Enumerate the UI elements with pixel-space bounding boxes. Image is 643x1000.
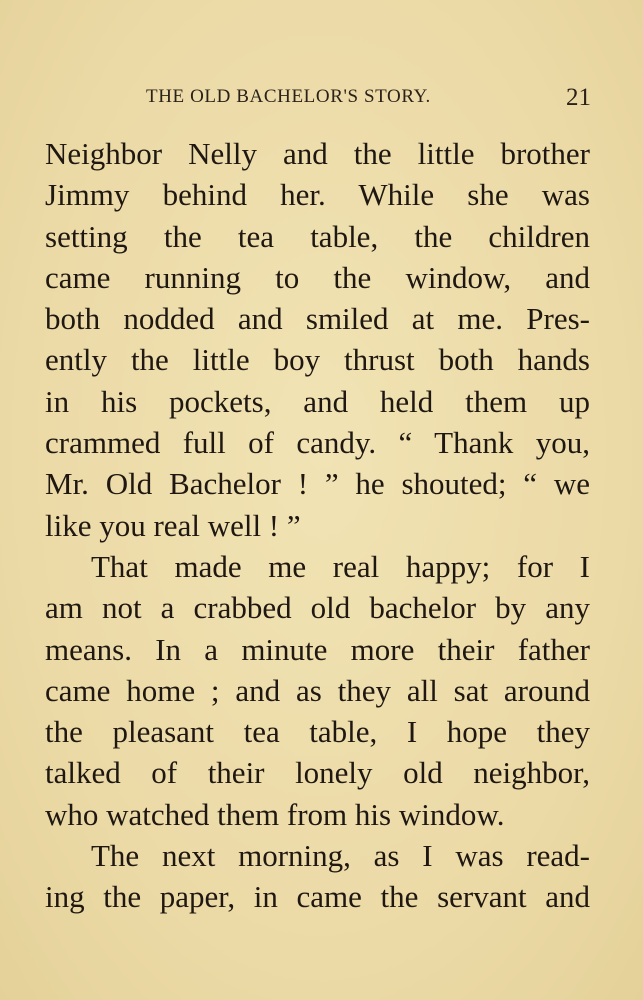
text-line: crammed full of candy. “ Thank you, xyxy=(45,425,590,461)
text-line: both nodded and smiled at me. Pres- xyxy=(45,301,590,337)
text-line: That made me real happy; for I xyxy=(91,548,590,584)
text-line: like you real well ! ” xyxy=(45,507,301,543)
text-line: in his pockets, and held them up xyxy=(45,383,590,419)
text-line: ently the little boy thrust both hands xyxy=(45,342,590,378)
body-text xyxy=(45,133,590,918)
text-line: who watched them from his window. xyxy=(45,796,505,832)
page-number: 21 xyxy=(566,84,591,111)
text-line: setting the tea table, the children xyxy=(45,218,590,254)
text-line: Neighbor Nelly and the little brother xyxy=(45,136,590,171)
page-header xyxy=(0,86,643,116)
text-line: talked of their lonely old neighbor, xyxy=(45,755,590,791)
text-line: Mr. Old Bachelor ! ” he shouted; “ we xyxy=(45,466,590,502)
text-line: came running to the window, and xyxy=(45,259,590,295)
text-line: came home ; and as they all sat around xyxy=(45,672,590,708)
text-line: Jimmy behind her. While she was xyxy=(45,177,590,213)
text-line: ing the paper, in came the servant and xyxy=(45,879,590,915)
text-line: am not a crabbed old bachelor by any xyxy=(45,590,590,626)
text-line: the pleasant tea table, I hope they xyxy=(45,714,590,750)
text-line: The next morning, as I was read- xyxy=(91,838,590,874)
text-line: means. In a minute more their father xyxy=(45,631,590,667)
running-head: THE OLD BACHELOR'S STORY. xyxy=(146,86,431,107)
